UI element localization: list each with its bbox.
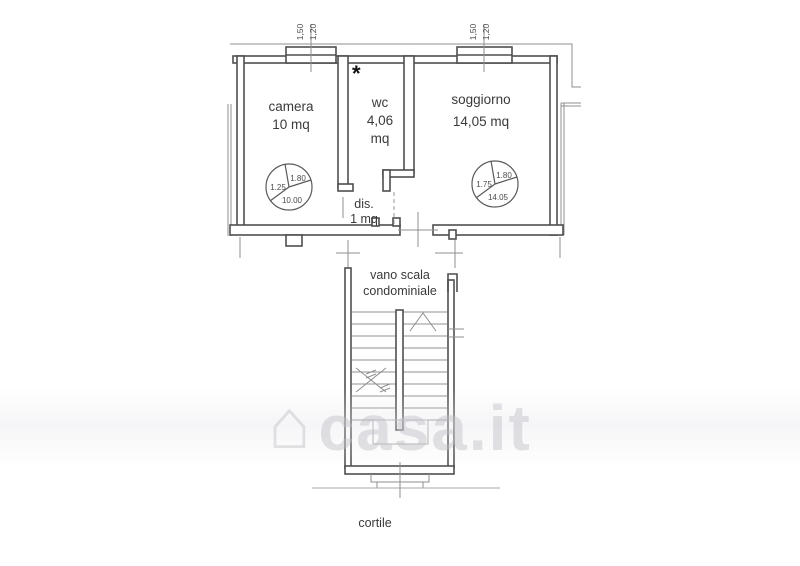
wall-right: [550, 56, 557, 235]
circle-soggiorno-side: 1.75: [476, 180, 492, 189]
room-area-unit-wc: mq: [370, 131, 390, 146]
stairwell-wall-left: [345, 268, 351, 468]
jamb-soggiorno-bottom: [449, 230, 456, 239]
cortile-label: cortile: [358, 516, 392, 530]
wall-camera-wc-jamb: [338, 184, 353, 191]
dim-soggiorno-width: 1,20: [481, 23, 491, 41]
area-circle-soggiorno: [472, 161, 518, 207]
stair-stringer: [396, 310, 403, 430]
asterisk-mark: *: [352, 61, 361, 86]
circle-camera-area: 10.00: [281, 196, 303, 205]
room-area-camera: 10 mq: [272, 117, 310, 132]
area-circle-camera: [266, 164, 312, 210]
circle-camera-depth: 1.80: [290, 174, 306, 183]
dim-camera-width: 1,20: [308, 23, 318, 41]
apartment-walls: [230, 56, 563, 246]
stairwell-label-line2: condominiale: [363, 284, 437, 298]
room-area-wc: 4,06: [366, 113, 394, 128]
wall-wc-soggiorno: [404, 56, 414, 173]
circle-soggiorno-area: 14.05: [487, 193, 509, 202]
watermark-text: casa.it: [318, 392, 532, 464]
dim-camera-height: 1,50: [295, 23, 305, 41]
casa-house-icon: ⌂: [268, 385, 313, 463]
wall-camera-wc: [338, 56, 348, 188]
stairwell: [312, 268, 500, 498]
pillar-below-wall: [286, 235, 302, 246]
stairwell-label-line1: vano scala: [370, 268, 430, 282]
room-label-soggiorno: soggiorno: [451, 92, 511, 107]
room-area-soggiorno: 14,05 mq: [452, 114, 510, 129]
room-area-dis: 1 mq: [350, 212, 378, 226]
room-label-dis: dis.: [354, 197, 374, 211]
stairwell-wall-right: [448, 280, 454, 468]
wall-left: [237, 56, 244, 228]
dim-soggiorno-height: 1,50: [468, 23, 478, 41]
room-label-wc: wc: [371, 95, 389, 110]
stair-up-arrow-icon: [410, 313, 436, 331]
room-label-camera: camera: [268, 99, 314, 114]
circle-soggiorno-depth: 1.80: [496, 171, 512, 180]
circle-camera-side: 1.25: [270, 183, 286, 192]
wall-wc-door-jamb: [383, 170, 390, 191]
